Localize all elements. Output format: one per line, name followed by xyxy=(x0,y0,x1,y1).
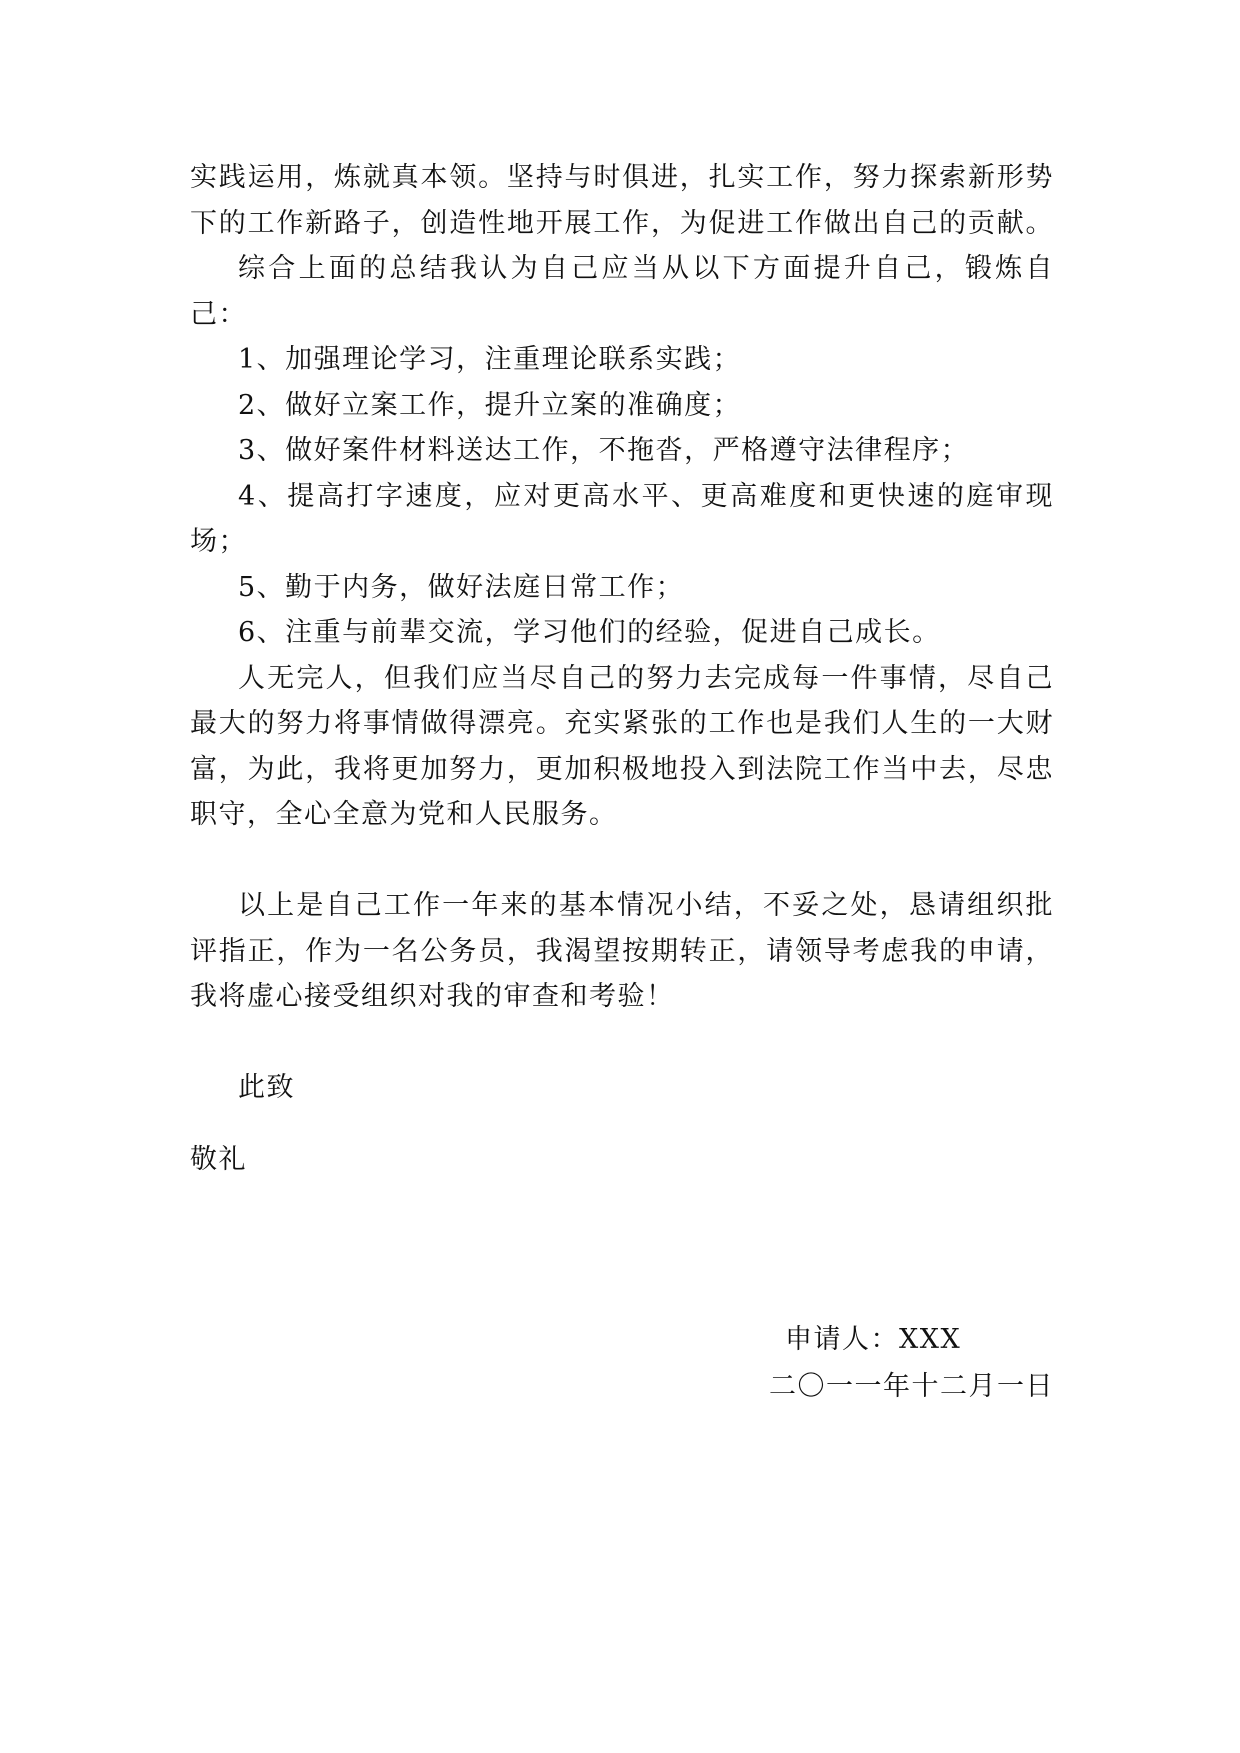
letter-body xyxy=(190,155,1054,1182)
list-item xyxy=(190,610,1054,656)
paragraph xyxy=(190,656,1054,838)
blank-line xyxy=(190,838,1054,884)
list-item xyxy=(190,383,1054,429)
body-line: 下的工作新路子，创造性地开展工作，为促进工作做出自己的贡献。 xyxy=(190,207,1054,239)
body-line: 3、做好案件材料送达工作，不拖沓，严格遵守法律程序； xyxy=(238,435,970,466)
signature-date: 二〇一一年十二月一日 xyxy=(769,1371,1054,1402)
body-line: 评指正，作为一名公务员，我渴望按期转正，请领导考虑我的申请， xyxy=(190,935,1054,967)
body-line: 职守，全心全意为党和人民服务。 xyxy=(190,799,618,830)
list-item xyxy=(190,474,1054,565)
body-line: 实践运用，炼就真本领。坚持与时俱进，扎实工作，努力探索新形势 xyxy=(190,162,1054,193)
body-line: 我将虚心接受组织对我的审查和考验！ xyxy=(190,981,675,1012)
body-line: 5、勤于内务，做好法庭日常工作； xyxy=(238,571,685,603)
body-line: 4、提高打字速度，应对更高水平、更高难度和更快速的庭审现 xyxy=(238,480,1054,512)
body-line: 以上是自己工作一年来的基本情况小结，不妥之处，恳请组织批 xyxy=(238,890,1054,921)
paragraph xyxy=(190,246,1054,337)
list-item xyxy=(190,565,1054,611)
body-line: 人无完人，但我们应当尽自己的努力去完成每一件事情，尽自己 xyxy=(238,662,1054,694)
closing-regards: 敬礼 xyxy=(190,1143,247,1175)
blank-line xyxy=(190,1020,1054,1066)
list-item xyxy=(190,428,1054,474)
body-line: 富，为此，我将更加努力，更加积极地投入到法院工作当中去，尽忠 xyxy=(190,753,1054,785)
signature-applicant: 申请人：XXX xyxy=(785,1324,962,1355)
body-line: 场； xyxy=(190,526,247,557)
body-line: 综合上面的总结我认为自己应当从以下方面提升自己，锻炼自 xyxy=(238,253,1054,284)
closing-salutation: 此致 xyxy=(238,1072,295,1103)
paragraph xyxy=(190,155,1054,246)
body-line: 己： xyxy=(190,298,247,330)
body-line: 1、加强理论学习，注重理论联系实践； xyxy=(238,344,742,375)
paragraph xyxy=(190,883,1054,1020)
body-line: 最大的努力将事情做得漂亮。充实紧张的工作也是我们人生的一大财 xyxy=(190,708,1054,739)
body-line: 2、做好立案工作，提升立案的准确度； xyxy=(238,389,742,421)
list-item xyxy=(190,337,1054,383)
body-line: 6、注重与前辈交流，学习他们的经验，促进自己成长。 xyxy=(238,617,941,648)
